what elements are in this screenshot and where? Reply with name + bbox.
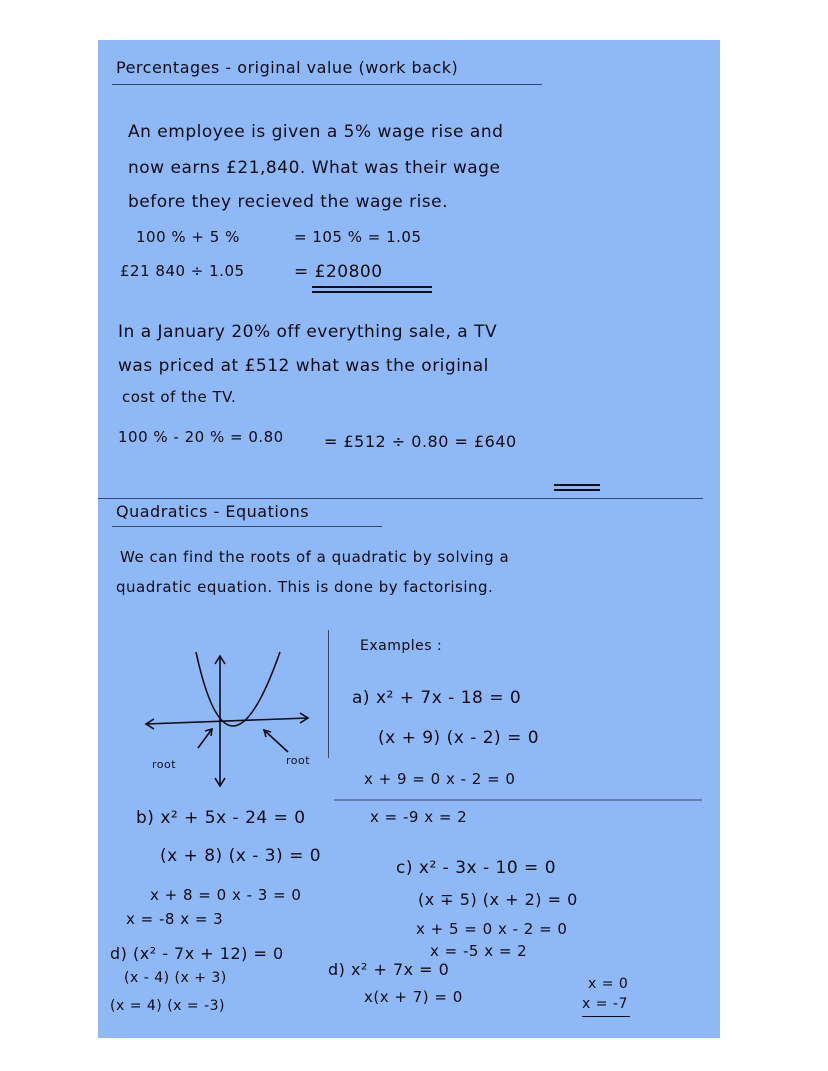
example-b-line-4: x = -8 x = 3: [126, 910, 224, 928]
example-a-line-4: x = -9 x = 2: [370, 808, 468, 826]
q1-step1-left: 100 % + 5 %: [136, 228, 240, 246]
example-d-right-line-4: x = -7: [582, 996, 628, 1012]
q1-answer: = £20800: [294, 262, 383, 282]
q2-step1: 100 % - 20 % = 0.80: [118, 428, 284, 446]
q2-answer: = £512 ÷ 0.80 = £640: [324, 432, 517, 451]
example-b-line-2: (x + 8) (x - 3) = 0: [160, 846, 322, 866]
notebook-page: [98, 40, 720, 1038]
d-answer-underline: [582, 1016, 630, 1017]
q2-line-3: cost of the TV.: [122, 388, 237, 406]
example-d-right-line-1: d) x² + 7x = 0: [328, 960, 450, 979]
example-b-line-1: b) x² + 5x - 24 = 0: [136, 808, 306, 828]
q1-step1-right: = 105 % = 1.05: [294, 228, 422, 246]
example-d-right-line-3: x = 0: [588, 976, 629, 992]
q2-line-1: In a January 20% off everything sale, a TV: [118, 322, 498, 342]
q1-line-1: An employee is given a 5% wage rise and: [128, 122, 504, 142]
example-c-line-3: x + 5 = 0 x - 2 = 0: [416, 920, 568, 938]
root-label-right: root: [286, 754, 311, 767]
example-d-left-line-3: (x = 4) (x = -3): [110, 998, 225, 1014]
q1-line-2: now earns £21,840. What was their wage: [128, 158, 501, 178]
example-a-line-1: a) x² + 7x - 18 = 0: [352, 688, 522, 708]
q1-line-3: before they recieved the wage rise.: [128, 192, 449, 212]
examples-heading: Examples :: [360, 638, 443, 654]
intro-line-1: We can find the roots of a quadratic by solving a: [120, 548, 510, 566]
q1-step2-left: £21 840 ÷ 1.05: [120, 262, 245, 280]
root-label-left: root: [152, 758, 177, 771]
example-d-right-line-2: x(x + 7) = 0: [364, 988, 463, 1006]
quadratics-heading: Quadratics - Equations: [116, 502, 310, 521]
example-c-line-1: c) x² - 3x - 10 = 0: [396, 858, 557, 878]
example-b-line-3: x + 8 = 0 x - 3 = 0: [150, 886, 302, 904]
q2-line-2: was priced at £512 what was the original: [118, 356, 489, 376]
example-c-line-2: (x ∓ 5) (x + 2) = 0: [418, 890, 578, 909]
percentages-heading: Percentages - original value (work back): [116, 58, 459, 77]
examples-vertical-divider: [328, 630, 329, 758]
example-d-left-line-2: (x - 4) (x + 3): [124, 970, 227, 986]
intro-line-2: quadratic equation. This is done by factorising.: [116, 578, 494, 596]
example-a-line-3: x + 9 = 0 x - 2 = 0: [364, 770, 516, 788]
example-d-left-line-1: d) (x² - 7x + 12) = 0: [110, 944, 284, 963]
example-c-line-4: x = -5 x = 2: [430, 942, 528, 960]
example-a-line-2: (x + 9) (x - 2) = 0: [378, 728, 540, 748]
